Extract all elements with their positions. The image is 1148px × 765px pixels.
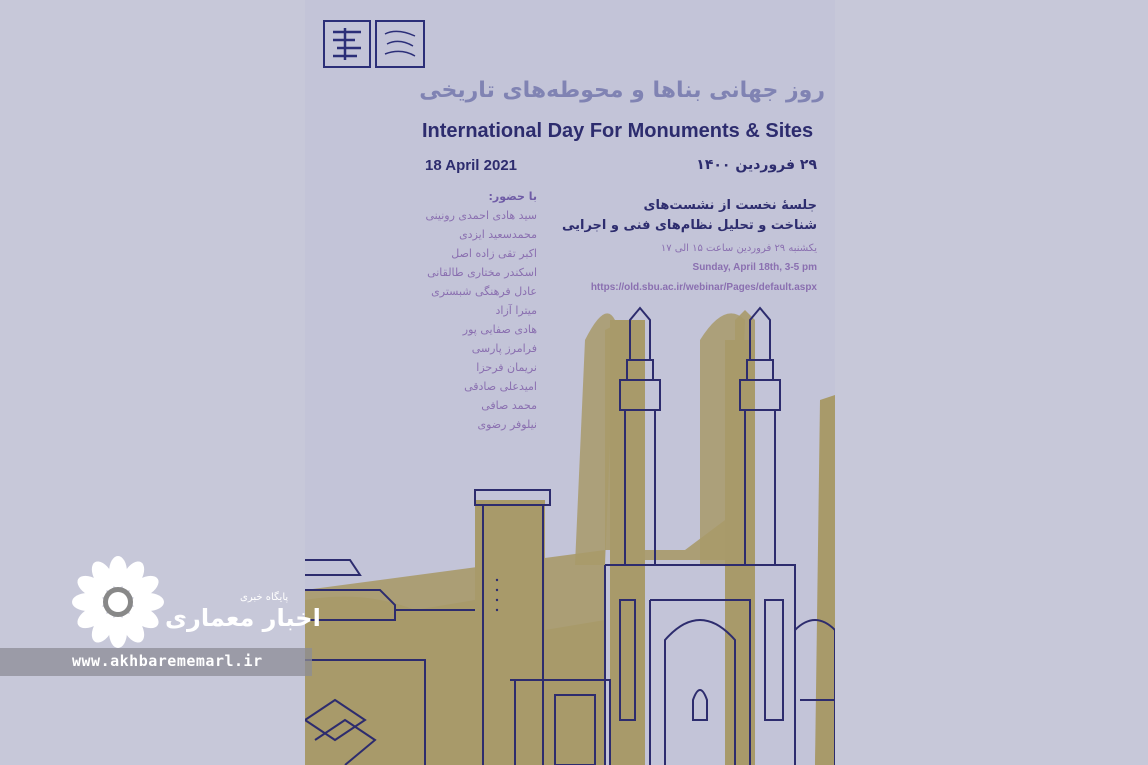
guest-name: اکبر تقی زاده اصل (451, 247, 537, 260)
guest-name: میترا آزاد (495, 304, 537, 317)
event-poster (305, 0, 835, 765)
guest-name: محمدسعید ایزدی (459, 228, 537, 241)
date-persian: ۲۹ فروردین ۱۴۰۰ (696, 157, 817, 173)
university-logo-glyph (325, 22, 369, 66)
guest-name: اسکندر مختاری طالقانی (427, 266, 537, 279)
title-english: International Day For Monuments & Sites (422, 120, 814, 142)
sunflower-logo-icon (68, 552, 168, 652)
guest-name: هادی صفایی پور (462, 323, 537, 336)
institute-logo (375, 20, 425, 68)
monument-illustration (305, 300, 835, 765)
institute-logo-glyph (377, 22, 423, 66)
watermark-label: پایگاه خبری (240, 592, 289, 603)
guest-name: نیلوفر رضوی (477, 418, 537, 431)
session-title (557, 196, 817, 236)
session-line-2: شناخت و تحلیل نظام‌های فنی و اجرایی (561, 218, 817, 233)
session-line-1: جلسهٔ نخست از نشست‌های (643, 198, 817, 213)
session-date-english: Sunday, April 18th, 3-5 pm (692, 262, 817, 273)
title-persian: روز جهانی بناها و محوطه‌های تاریخی (419, 78, 825, 103)
guest-name: امیدعلی صادقی (464, 380, 537, 393)
guest-name: محمد صافی (481, 399, 537, 412)
webinar-link[interactable]: https://old.sbu.ac.ir/webinar/Pages/default.aspx (590, 282, 817, 293)
guest-name: سید هادی احمدی رونینی (425, 209, 537, 222)
date-english: 18 April 2021 (425, 157, 517, 174)
guest-list-heading: با حضور: (488, 190, 537, 203)
guest-name: عادل فرهنگی شبستری (431, 285, 537, 298)
session-date-persian: یکشنبه ۲۹ فروردین ساعت ۱۵ الی ۱۷ (660, 243, 817, 254)
guest-name: نریمان فرحزا (476, 361, 537, 374)
university-logo (323, 20, 371, 68)
watermark-url[interactable]: www.akhbarememarl.ir (72, 652, 263, 670)
watermark-brand: اخبار معماری (165, 604, 321, 632)
guest-name: فرامرز پارسی (471, 342, 537, 355)
